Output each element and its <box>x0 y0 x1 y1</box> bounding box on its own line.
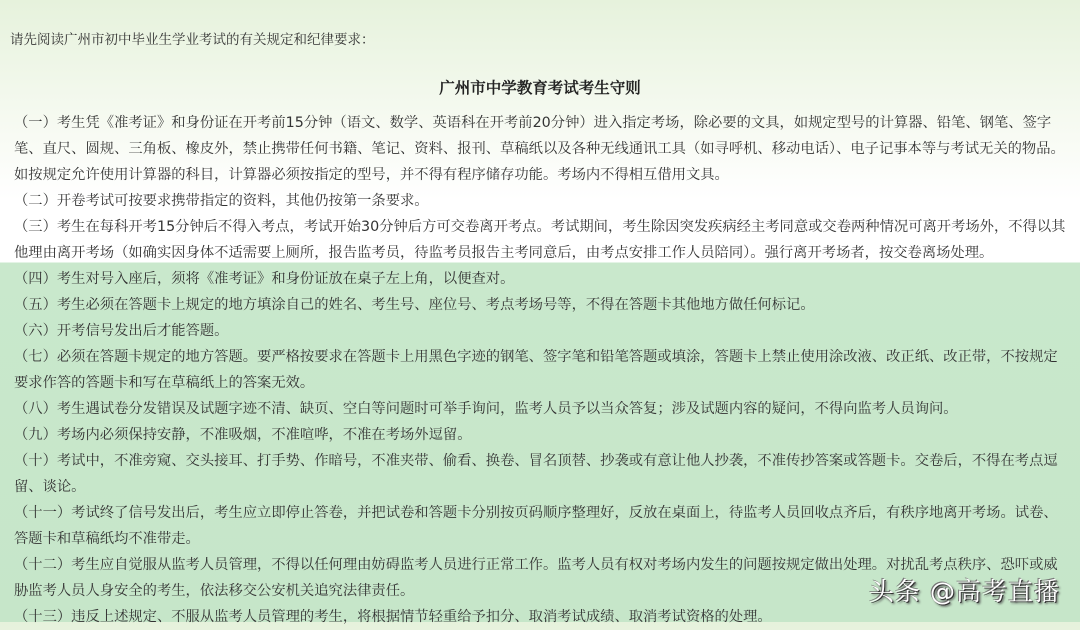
rule-1: （一）考生凭《准考证》和身份证在开考前15分钟（语文、数学、英语科在开考前20分钟）进入指定考场，除必要的文具，如规定型号的计算器、铅笔、钢笔、签字笔、直尺、圆规、三角板、橡皮外，禁止携带任何书籍、笔记、资料、报刊、草稿纸以及各种无线通讯工具（如寻呼机、移动电话）、电子记事本等与考试无关的物品。如按规定允许使用计算器的科目，计算器必须按指定的型号，并不得有程序储存功能。考场内不得相互借用文具。 <box>14 115 1065 183</box>
rule-12: （十二）考生应自觉服从监考人员管理，不得以任何理由妨碍监考人员进行正常工作。监考人员有权对考场内发生的问题按规定做出处理。对扰乱考点秩序、恐吓或威胁监考人员人身安全的考生，依法移交公安机关追究法律责任。 <box>14 557 1058 599</box>
rules-list <box>14 110 1066 630</box>
rule-11: （十一）考试终了信号发出后，考生应立即停止答卷，并把试卷和答题卡分别按页码顺序整理好，反放在桌面上，待监考人员回收点齐后，有秩序地离开考场。试卷、答题卡和草稿纸均不准带走。 <box>14 505 1058 547</box>
intro-text: 请先阅读广州市初中毕业生学业考试的有关规定和纪律要求： <box>10 32 375 48</box>
rule-4: （四）考生对号入座后，须将《准考证》和身份证放在桌子左上角，以便查对。 <box>14 271 515 287</box>
rule-13: （十三）违反上述规定、不服从监考人员管理的考生，将根据情节轻重给予扣分、取消考试成绩、取消考试资格的处理。 <box>14 609 772 625</box>
rule-9: （九）考场内必须保持安静，不准吸烟，不准喧哗，不准在考场外逗留。 <box>14 427 472 443</box>
rule-7: （七）必须在答题卡规定的地方答题。要严格按要求在答题卡上用黑色字迹的钢笔、签字笔和铅笔答题或填涂，答题卡上禁止使用涂改液、改正纸、改正带，不按规定要求作答的答题卡和写在草稿纸上的答案无效。 <box>14 349 1058 391</box>
rule-2: （二）开卷考试可按要求携带指定的资料，其他仍按第一条要求。 <box>14 193 429 209</box>
watermark: 头条 @高考直播 <box>869 577 1060 606</box>
document-title: 广州市中学教育考试考生守则 <box>439 79 641 97</box>
rule-10: （十）考试中，不准旁窥、交头接耳、打手势、作暗号，不准夹带、偷看、换卷、冒名顶替、抄袭或有意让他人抄袭，不准传抄答案或答题卡。交卷后，不得在考点逗留、谈论。 <box>14 453 1058 495</box>
rule-3: （三）考生在每科开考15分钟后不得入考点，考试开始30分钟后方可交卷离开考点。考试期间，考生除因突发疾病经主考同意或交卷两种情况可离开考场外，不得以其他理由离开考场（如确实因身体不适需要上厕所，报告监考员，待监考员报告主考同意后，由考点安排工作人员陪同）。强行离开考场者，按交卷离场处理。 <box>14 219 1066 261</box>
rule-8: （八）考生遇试卷分发错误及试题字迹不清、缺页、空白等问题时可举手询问，监考人员予以当众答复；涉及试题内容的疑问，不得向监考人员询问。 <box>14 401 958 417</box>
rule-5: （五）考生必须在答题卡上规定的地方填涂自己的姓名、考生号、座位号、考点考场号等，不得在答题卡其他地方做任何标记。 <box>14 297 815 313</box>
rule-6: （六）开考信号发出后才能答题。 <box>14 323 229 339</box>
